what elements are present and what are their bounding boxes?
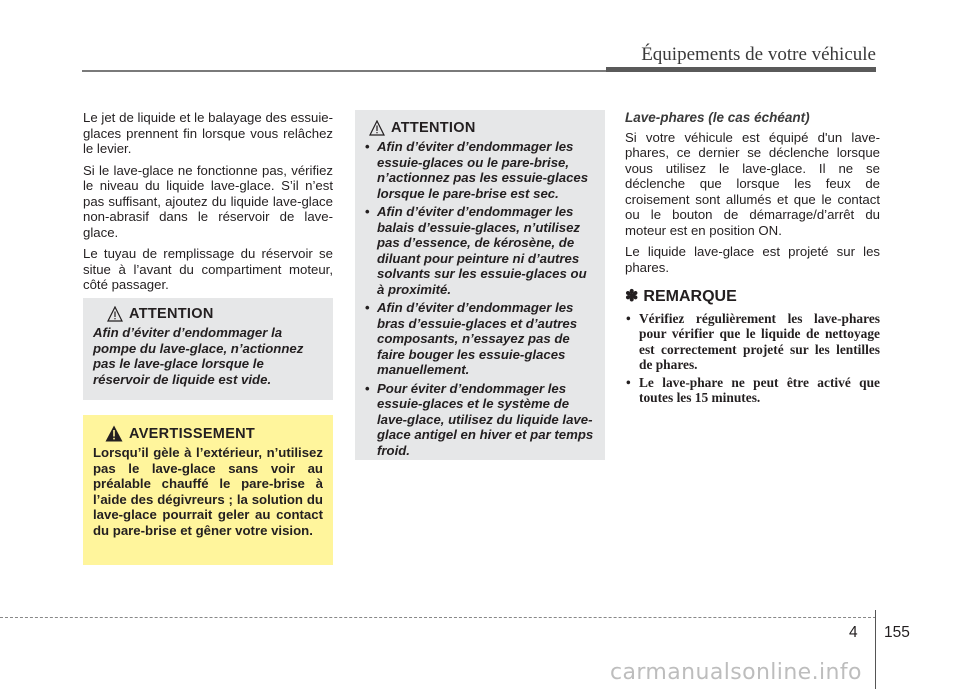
list-item: • Le lave-phare ne peut être activé que toutes les 15 minutes. [625,375,880,406]
paragraph: Si le lave-glace ne fonctionne pas, vérifiez le niveau du liquide lave-glace. S’il n’est pas suffisant, ajoutez du liquide lave-glace non-abrasif dans le réservoir de lave-glace. [83,162,333,240]
watermark: carmanualsonline.info [610,660,862,685]
list-item: • Vérifiez régulièrement les lave-phares pour vérifier que le liquide de nettoyage est correctement projeté sur les lentilles de phares. [625,311,880,373]
caution-triangle-icon [107,306,123,322]
attention-title: ATTENTION [369,120,595,136]
warning-title: AVERTISSEMENT [105,425,323,442]
list-item: • Afin d’éviter d’endommager les balais d’essuie-glaces, n’utilisez pas d’essence, de kérosène, de diluant pour peinture ni d’autres solvants sur les essuie-glaces ou à proximité. [365,204,595,297]
subheading-headlamp-washer: Lave-phares (le cas échéant) [625,110,810,125]
list-item: • Afin d’éviter d’endommager les essuie-glaces ou le pare-brise, n’actionnez pas les essuie-glaces lorsque le pare-brise est sec. [365,139,595,201]
warning-text: Lorsqu’il gèle à l’extérieur, n’utilisez pas le lave-glace sans voir au préalable chauffé le pare-brise à l’aide des dégivreurs ; la solution du lave-glace pourrait geler au contact du pare-brise et gêner votre vision. [93,445,323,538]
chapter-number: 4 [849,624,858,641]
list-item: • Afin d’éviter d’endommager les bras d’essuie-glaces et d’autres composants, n’essayez pas de faire bouger les essuie-glaces manuellement. [365,300,595,378]
remark-star-icon: ✽ [625,288,639,305]
attention-text: Afin d’éviter d’endommager la pompe du lave-glace, n’actionnez pas le lave-glace lorsque le réservoir de liquide est vide. [93,325,304,387]
header-rule-accent [606,67,876,72]
remark-heading: ✽ REMARQUE [625,288,737,305]
page-number-divider [875,610,876,689]
remark-list [625,311,880,406]
footer-rule [0,617,876,618]
attention-list [365,139,595,458]
column-right [625,110,880,408]
warning-box-freezing [83,415,333,565]
column-left [83,110,333,299]
section-title: Équipements de votre véhicule [641,44,876,65]
warning-triangle-icon [105,425,123,442]
paragraph: Le tuyau de remplissage du réservoir se situe à l’avant du compartiment moteur, côté passager. [83,246,333,292]
list-item: • Pour éviter d’endommager les essuie-glaces et le système de lave-glace, utilisez du liquide lave-glace antigel en hiver et par temps froid. [365,381,595,459]
paragraph: Le liquide lave-glace est projeté sur les phares. [625,244,880,275]
paragraph: Le jet de liquide et le balayage des essuie-glaces prennent fin lorsque vous relâchez le levier. [83,110,333,156]
attention-title: ATTENTION [107,306,323,322]
caution-triangle-icon [369,120,385,136]
page-number: 155 [884,624,910,641]
attention-box-wipers [355,110,605,460]
attention-box-pump [83,298,333,400]
paragraph: Si votre véhicule est équipé d'un lave-phares, ce dernier se déclenche lorsque vous utilisez le lave-glace. Il ne se déclenche que lorsque les feux de croisement sont allumés et que le contact ou le bouton de démarrage/d’arrêt du moteur est en position ON. [625,129,880,238]
